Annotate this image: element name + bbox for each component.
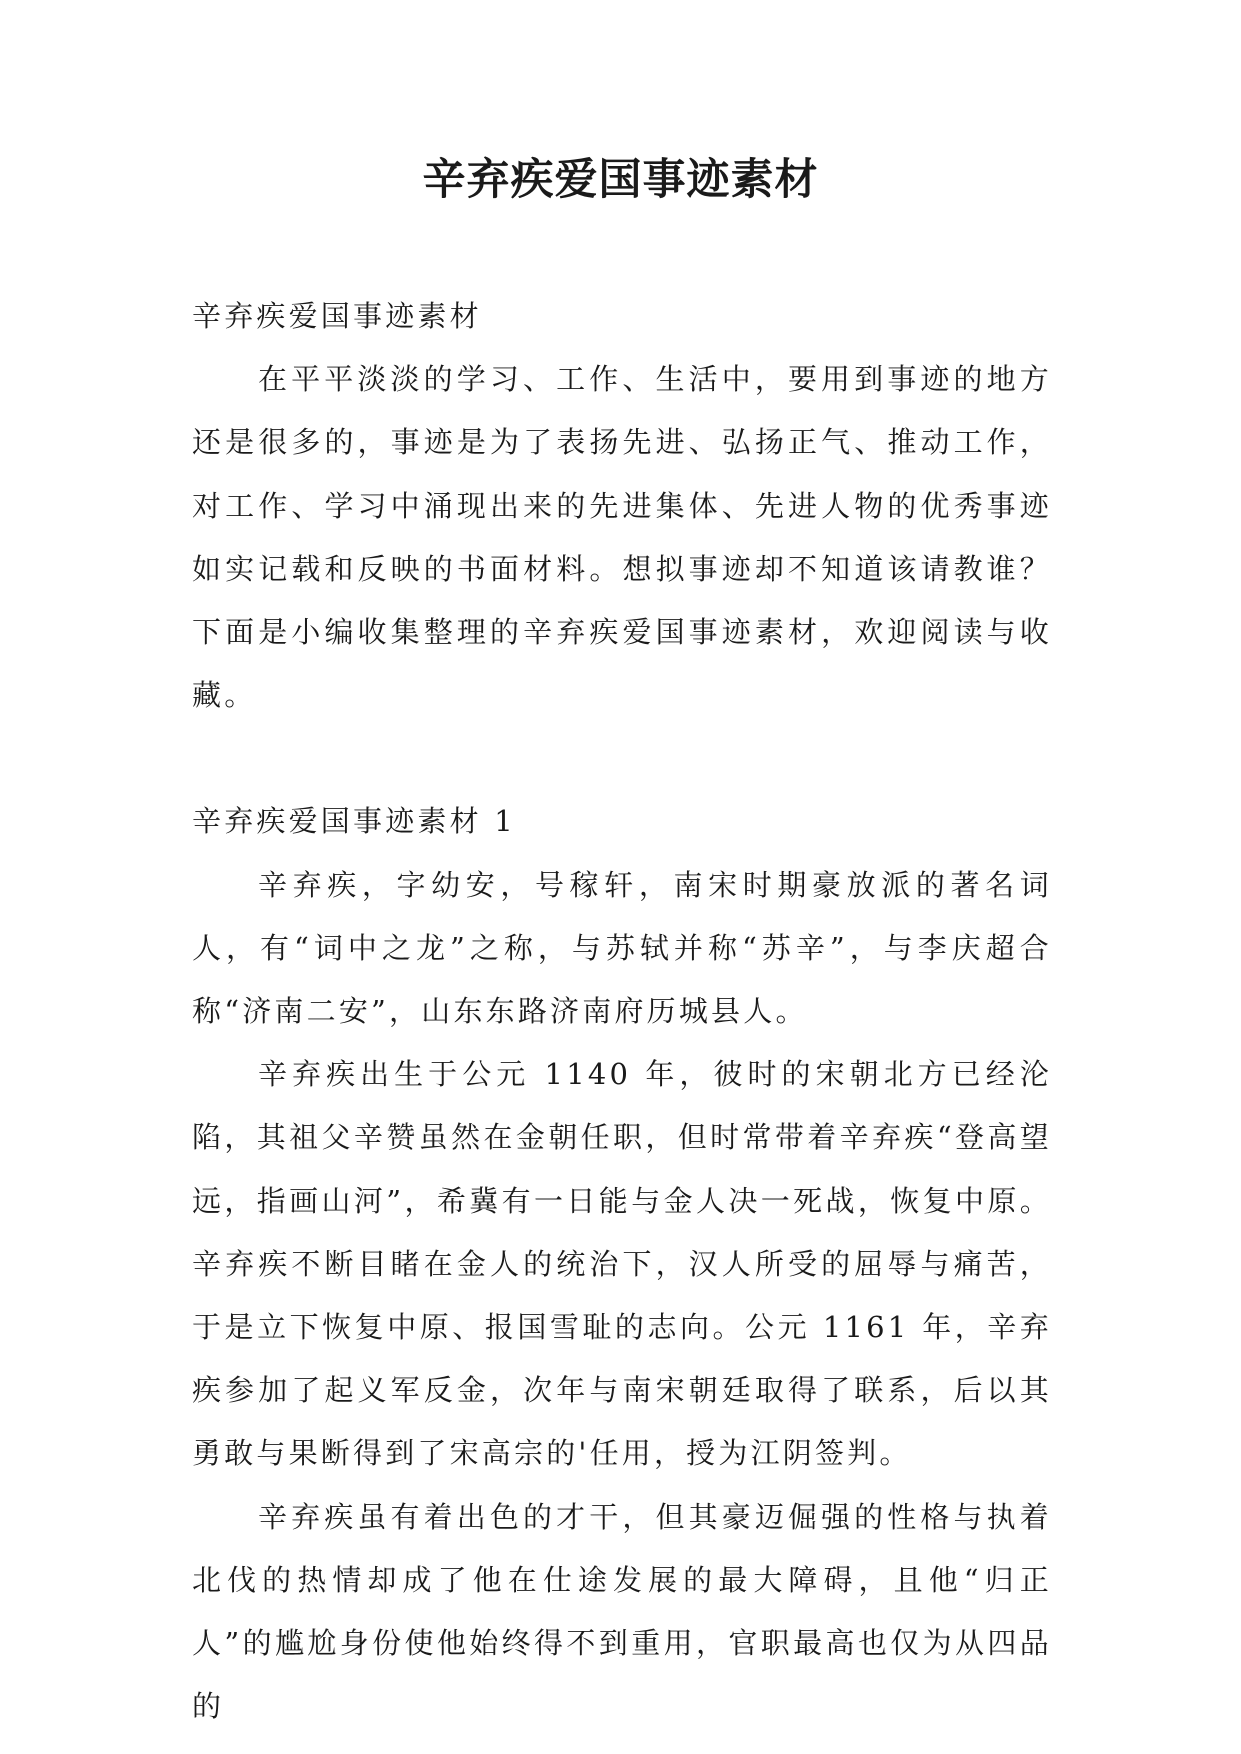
section-heading: 辛弃疾爱国事迹素材 1 [192,804,516,839]
body-paragraph: 辛弃疾虽有着出色的才干，但其豪迈倔强的性格与执着北伐的热情却成了他在仕途发展的最大障碍，且他“归正人”的尴尬身份使他始终得不到重用，官职最高也仅为从四品的 [192,1499,1052,1724]
document-title: 辛弃疾爱国事迹素材 [422,155,819,205]
body-paragraph: 辛弃疾出生于公元 1140 年，彼时的宋朝北方已经沦陷，其祖父辛赞虽然在金朝任职，但时常带着辛弃疾“登高望远，指画山河”，希冀有一日能与金人决一死战，恢复中原。辛弃疾不断目睹在金人的统治下，汉人所受的屈辱与痛苦，于是立下恢复中原、报国雪耻的志向。公元 1161 年，辛弃疾参加了起义军反金，次年与南宋朝廷取得了联系，后以其勇敢与果断得到了宋高宗的'任用，授为江阴签判。 [192,1057,1052,1471]
section-spacer [192,727,1052,790]
intro-heading: 辛弃疾爱国事迹素材 [192,299,482,333]
body-paragraph: 辛弃疾，字幼安，号稼轩，南宋时期豪放派的著名词人，有“词中之龙”之称，与苏轼并称“苏辛”，与李庆超合称“济南二安”，山东东路济南府历城县人。 [192,867,1052,1029]
document-body [192,285,1052,1738]
intro-paragraph: 在平平淡淡的学习、工作、生活中，要用到事迹的地方还是很多的，事迹是为了表扬先进、弘扬正气、推动工作，对工作、学习中涌现出来的先进集体、先进人物的优秀事迹如实记载和反映的书面材料。想拟事迹却不知道该请教谁？下面是小编收集整理的辛弃疾爱国事迹素材，欢迎阅读与收藏。 [192,362,1052,713]
